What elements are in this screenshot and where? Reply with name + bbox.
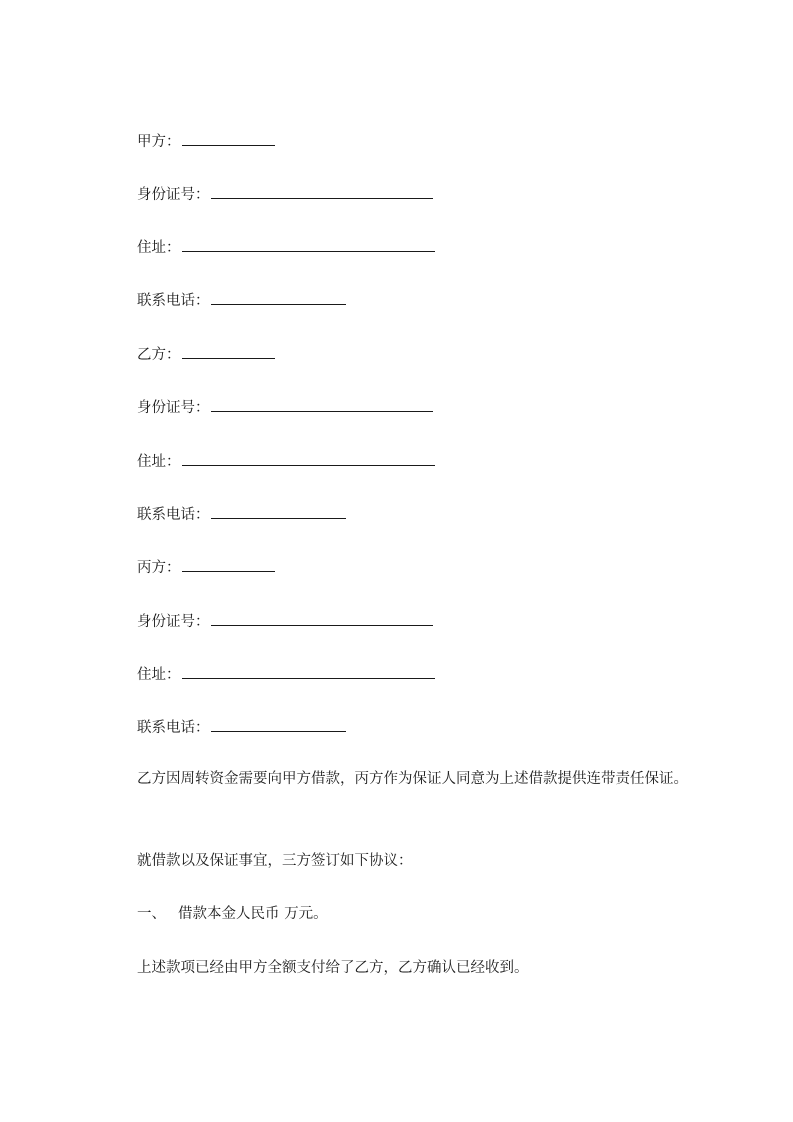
party-b-addr-line xyxy=(137,451,435,471)
party-c-name-blank xyxy=(182,557,275,572)
party-b-id-blank xyxy=(211,397,433,412)
party-c-id-label: 身份证号： xyxy=(137,614,210,630)
party-a-id-line xyxy=(137,184,433,204)
clause-1-number: 一、 xyxy=(137,906,166,922)
party-b-name-label: 乙方： xyxy=(137,347,181,363)
party-c-phone-line xyxy=(137,717,346,737)
clause-1-line xyxy=(137,904,328,924)
party-b-id-line xyxy=(137,397,433,417)
party-a-phone-blank xyxy=(211,290,346,305)
party-a-name-line xyxy=(137,131,275,151)
party-c-addr-blank xyxy=(182,664,435,679)
party-c-name-label: 丙方： xyxy=(137,560,181,576)
party-b-phone-label: 联系电话： xyxy=(137,507,210,523)
party-b-name-line xyxy=(137,344,275,364)
party-c-name-line xyxy=(137,557,275,577)
party-a-name-blank xyxy=(182,131,275,146)
party-b-phone-line xyxy=(137,504,346,524)
party-c-id-line xyxy=(137,611,433,631)
party-b-name-blank xyxy=(182,344,275,359)
party-a-addr-blank xyxy=(182,237,435,252)
clause-1-detail-text: 上述款项已经由甲方全额支付给了乙方，乙方确认已经收到。 xyxy=(137,960,529,976)
agreement-line xyxy=(137,851,413,871)
party-b-addr-label: 住址： xyxy=(137,454,181,470)
party-a-phone-line xyxy=(137,290,346,310)
party-c-addr-label: 住址： xyxy=(137,667,181,683)
party-c-phone-blank xyxy=(211,717,346,732)
party-b-phone-blank xyxy=(211,504,346,519)
agreement-text: 就借款以及保证事宜，三方签订如下协议： xyxy=(137,853,413,869)
intro-text: 乙方因周转资金需要向甲方借款，丙方作为保证人同意为上述借款提供连带责任保证。 xyxy=(137,771,688,787)
clause-1-detail-line xyxy=(137,958,529,978)
party-a-phone-label: 联系电话： xyxy=(137,293,210,309)
party-a-addr-label: 住址： xyxy=(137,240,181,256)
intro-paragraph xyxy=(105,767,705,791)
party-c-phone-label: 联系电话： xyxy=(137,720,210,736)
party-a-id-label: 身份证号： xyxy=(137,187,210,203)
party-a-id-blank xyxy=(211,184,433,199)
clause-1-text: 借款本金人民币 万元。 xyxy=(178,906,328,922)
party-a-addr-line xyxy=(137,237,435,257)
party-a-name-label: 甲方： xyxy=(137,134,181,150)
party-b-addr-blank xyxy=(182,451,435,466)
party-c-addr-line xyxy=(137,664,435,684)
party-c-id-blank xyxy=(211,611,433,626)
party-b-id-label: 身份证号： xyxy=(137,400,210,416)
